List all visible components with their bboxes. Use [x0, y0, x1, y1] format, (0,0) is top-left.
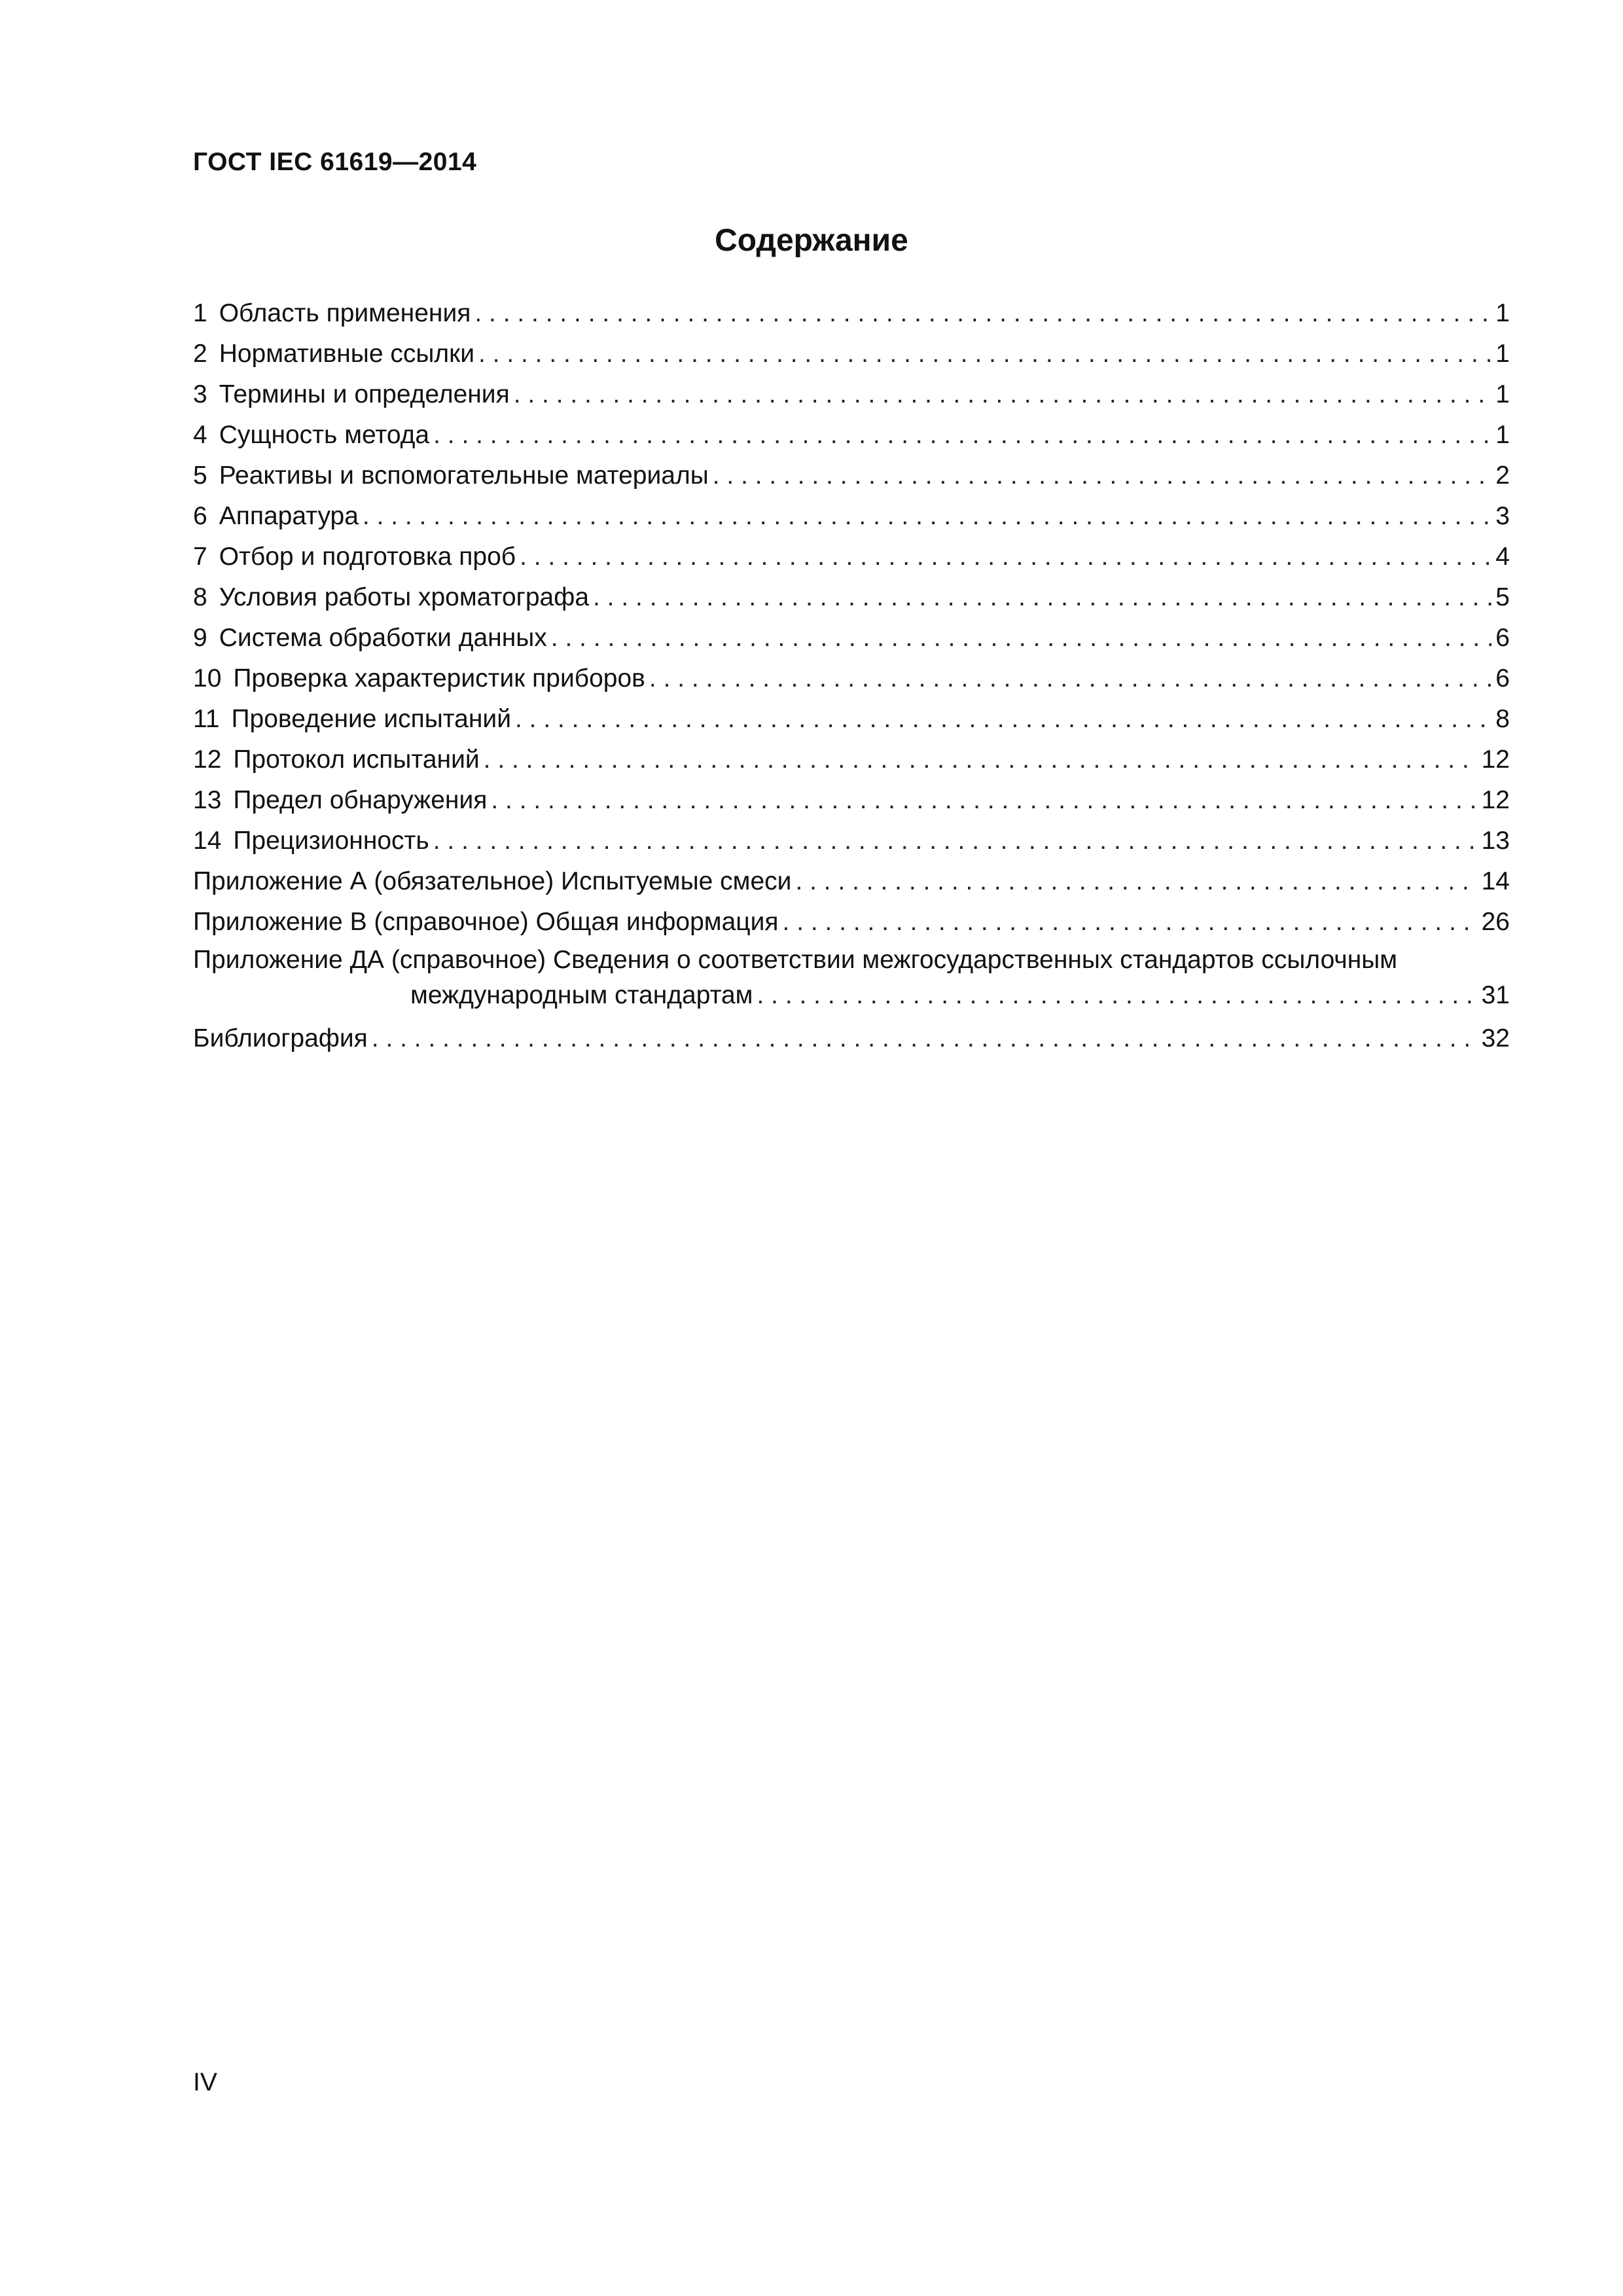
toc-entry-page: 3	[1495, 502, 1510, 530]
toc-entry-label	[193, 293, 471, 334]
toc-entry-label	[193, 1018, 368, 1059]
toc-title: Содержание	[715, 223, 908, 258]
toc-entry-label	[193, 334, 474, 374]
toc-entry-title: Проверка характеристик приборов	[233, 664, 645, 692]
toc-entry-number: 7	[193, 543, 207, 571]
toc-entry-title: Проведение испытаний	[231, 705, 511, 733]
toc-entry-number: 8	[193, 583, 207, 611]
toc-entry[interactable]	[193, 496, 1510, 537]
toc-entry-page: 1	[1495, 340, 1510, 368]
toc-entry-annex-b[interactable]	[193, 902, 1510, 942]
toc-entry-title: Область применения	[219, 299, 471, 327]
toc-leader-dots	[515, 699, 1491, 740]
toc-entry-page: 12	[1481, 745, 1510, 774]
toc-entry-page: 5	[1495, 583, 1510, 611]
toc-entry-title: Реактивы и вспомогательные материалы	[219, 461, 709, 490]
toc-entry[interactable]	[193, 334, 1510, 374]
toc-entry-title: Термины и определения	[219, 380, 510, 408]
toc-entry-page: 4	[1495, 543, 1510, 571]
toc-entry-label	[193, 456, 709, 496]
toc-entry-title: Протокол испытаний	[233, 745, 480, 774]
toc-entry-page: 2	[1495, 461, 1510, 490]
toc-leader-dots	[433, 415, 1491, 456]
toc-entry-title: Приложение А (обязательное) Испытуемые смеси	[193, 867, 792, 895]
toc-entry-page: 1	[1495, 299, 1510, 327]
toc-entry-page: 1	[1495, 380, 1510, 408]
toc-entry-number: 12	[193, 745, 222, 774]
toc-leader-dots	[491, 780, 1477, 821]
toc-entry-label	[193, 821, 429, 861]
toc-entry[interactable]	[193, 415, 1510, 456]
toc-leader-dots	[783, 902, 1478, 942]
toc-entry-bibliography[interactable]	[193, 1018, 1510, 1059]
toc-entry[interactable]	[193, 293, 1510, 334]
toc-entry-title: Система обработки данных	[219, 624, 547, 652]
toc-entry-title-line1: Приложение ДА (справочное) Сведения о соответствии межгосударственных стандартов ссылочным	[193, 946, 1398, 974]
toc-entry-label	[193, 415, 429, 456]
toc-entry-number: 1	[193, 299, 207, 327]
toc-entry-label	[193, 740, 480, 780]
toc-entry[interactable]	[193, 780, 1510, 821]
toc-entry-label	[193, 861, 791, 902]
toc-entry-label	[193, 537, 516, 577]
toc-entry-number: 5	[193, 461, 207, 490]
toc-entry-page: 13	[1481, 827, 1510, 855]
toc-entry[interactable]	[193, 537, 1510, 577]
standard-header: ГОСТ IEC 61619—2014	[193, 148, 477, 176]
toc-entry-title: Отбор и подготовка проб	[219, 543, 516, 571]
toc-entry-number: 13	[193, 786, 222, 814]
toc-entry-label	[193, 496, 359, 537]
toc-entry-title: Нормативные ссылки	[219, 340, 474, 368]
toc-leader-dots	[433, 821, 1478, 861]
toc-entry-page: 26	[1481, 908, 1510, 936]
toc-leader-dots	[551, 618, 1492, 658]
toc-entry-number: 6	[193, 502, 207, 530]
toc-entry-number: 3	[193, 380, 207, 408]
toc-entry-number: 2	[193, 340, 207, 368]
page-number: IV	[193, 2068, 217, 2096]
toc-leader-dots	[520, 537, 1491, 577]
toc-entry[interactable]	[193, 577, 1510, 618]
toc-entry-label	[193, 699, 511, 740]
toc-entry-page: 6	[1495, 664, 1510, 692]
toc-entry-page: 14	[1481, 867, 1510, 895]
toc-entry-title: Библиография	[193, 1024, 368, 1052]
toc-entry-page: 31	[1481, 981, 1510, 1009]
toc-entry-number: 10	[193, 664, 222, 692]
toc-entry-annex-a[interactable]	[193, 861, 1510, 902]
toc-entry-number: 4	[193, 421, 207, 449]
toc-leader-dots	[649, 658, 1491, 699]
toc-leader-dots	[795, 861, 1477, 902]
toc-entry-label	[193, 374, 510, 415]
toc-leader-dots	[514, 374, 1492, 415]
toc-entry[interactable]	[193, 740, 1510, 780]
toc-entry-title-line2: международным стандартам	[410, 981, 753, 1009]
toc-entry-page: 32	[1481, 1024, 1510, 1052]
toc-entry[interactable]	[193, 699, 1510, 740]
toc-entry-label	[193, 780, 487, 821]
toc-entry-page: 12	[1481, 786, 1510, 814]
toc-entry[interactable]	[193, 374, 1510, 415]
toc-entry-title: Сущность метода	[219, 421, 430, 449]
toc-entry-title: Прецизионность	[233, 827, 429, 855]
toc-leader-dots	[484, 740, 1478, 780]
toc-entry[interactable]	[193, 658, 1510, 699]
toc-entry-title-line2-row	[193, 978, 1510, 1018]
toc-entry-title: Приложение В (справочное) Общая информация	[193, 908, 779, 936]
table-of-contents	[193, 293, 1510, 1059]
toc-entry-annex-da[interactable]	[193, 942, 1510, 1018]
toc-entry-title: Предел обнаружения	[233, 786, 488, 814]
toc-entry-title: Условия работы хроматографа	[219, 583, 590, 611]
toc-entry-label	[193, 658, 645, 699]
toc-leader-dots	[757, 978, 1478, 1013]
toc-leader-dots	[713, 456, 1492, 496]
toc-entry-number: 9	[193, 624, 207, 652]
toc-entry-page: 8	[1495, 705, 1510, 733]
toc-leader-dots	[478, 334, 1491, 374]
toc-entry-label	[193, 618, 547, 658]
toc-entry-title: Аппаратура	[219, 502, 359, 530]
toc-leader-dots	[363, 496, 1491, 537]
toc-leader-dots	[474, 293, 1491, 334]
toc-leader-dots	[372, 1018, 1478, 1059]
toc-entry[interactable]	[193, 456, 1510, 496]
toc-entry[interactable]	[193, 821, 1510, 861]
toc-entry-number: 11	[193, 705, 220, 733]
toc-entry-page: 1	[1495, 421, 1510, 449]
toc-entry-label	[193, 902, 779, 942]
toc-entry-number: 14	[193, 827, 222, 855]
toc-entry[interactable]	[193, 618, 1510, 658]
toc-entry-label	[193, 577, 589, 618]
toc-entry-page: 6	[1495, 624, 1510, 652]
toc-leader-dots	[593, 577, 1491, 618]
